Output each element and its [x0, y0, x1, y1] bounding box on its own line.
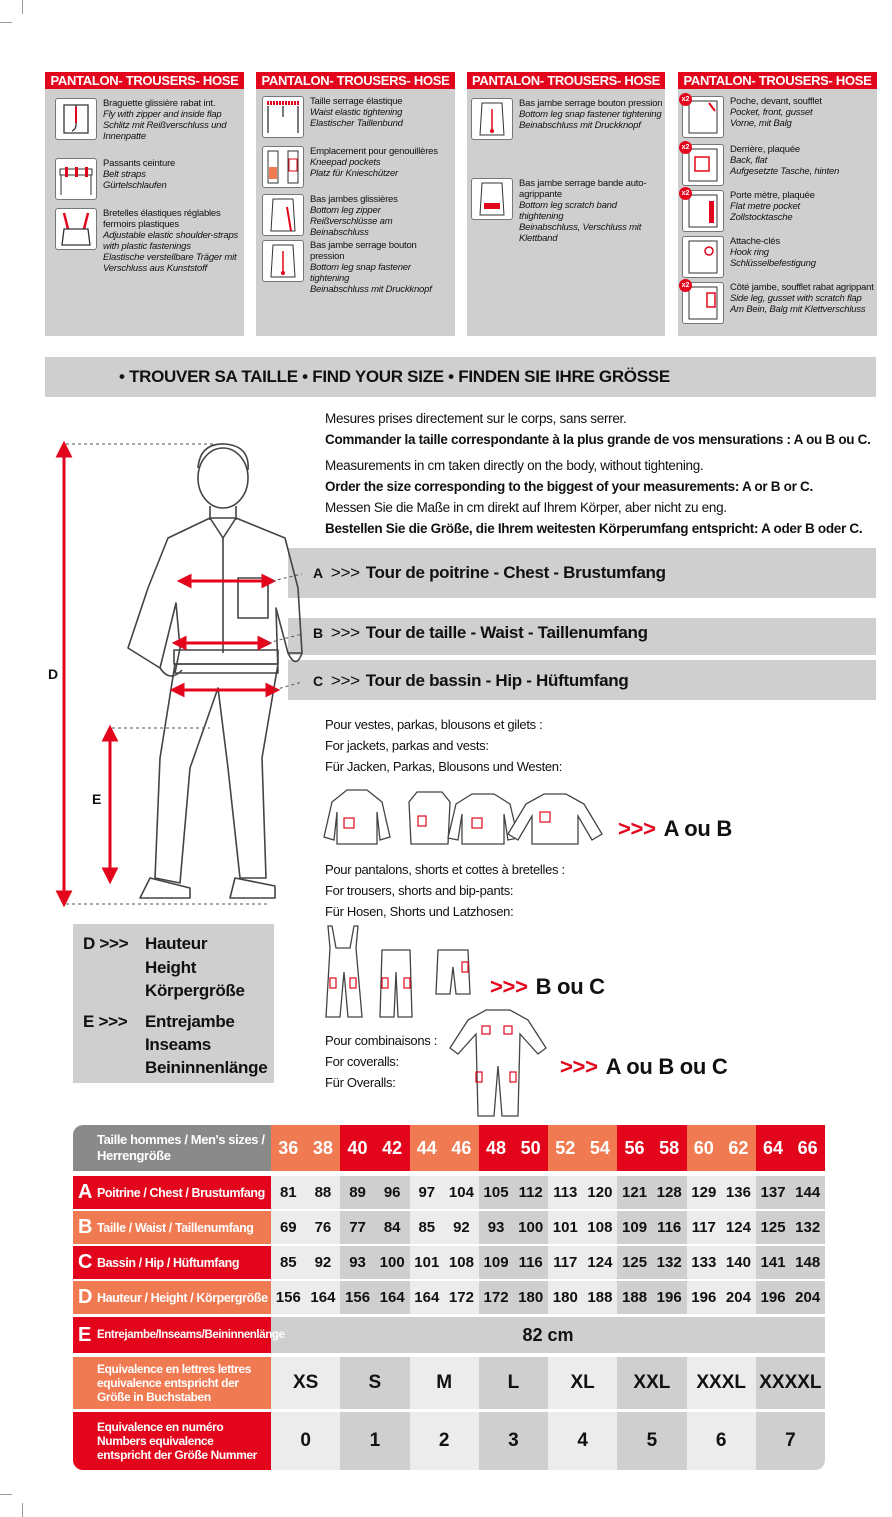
feature-item — [682, 144, 876, 186]
size-header-label: Taille hommes / Men's sizes / Herrengröße — [73, 1125, 271, 1171]
table-cell: 105 — [479, 1176, 514, 1209]
inseam-label — [73, 1317, 285, 1353]
table-cell: 180 — [513, 1281, 548, 1314]
crop-mark — [22, 1503, 23, 1517]
row-label: Bassin / Hip / Hüftumfang — [97, 1255, 240, 1270]
table-cell: 81 — [271, 1176, 306, 1209]
kneepad-pocket-icon — [262, 146, 304, 188]
feature-en: Hook ring — [730, 247, 769, 258]
table-cell: 141 — [756, 1246, 791, 1279]
row-label-cell — [73, 1211, 271, 1244]
number-size-cell: 6 — [687, 1412, 756, 1470]
elastic-waist-icon — [262, 96, 304, 138]
table-cell: 133 — [687, 1246, 722, 1279]
metre-pocket-icon — [682, 190, 724, 232]
feature-panel-2 — [256, 72, 455, 336]
row-letter: D — [78, 1286, 93, 1308]
table-cell: 164 — [375, 1281, 410, 1314]
arrow: >>> — [490, 974, 528, 999]
feature-fr: Taille serrage élastique — [310, 96, 403, 107]
feature-de: Elastischer Taillenbund — [310, 118, 403, 129]
feature-fr: Bas jambes glissières — [310, 194, 398, 205]
feature-item — [682, 190, 876, 232]
size-header-cell: 66 — [790, 1125, 825, 1171]
size-header-cell: 64 — [756, 1125, 791, 1171]
number-size-cell: 3 — [479, 1412, 548, 1470]
feature-fr: Bretelles élastiques réglables fermoirs plastiques — [103, 208, 221, 230]
feature-fr: Derrière, plaquée — [730, 144, 801, 155]
table-cell: 196 — [652, 1281, 687, 1314]
legend-d-line: Körpergröße — [145, 981, 245, 1000]
find-size-title: • TROUVER SA TAILLE • FIND YOUR SIZE • FINDEN SIE IHRE GRÖSSE — [119, 367, 670, 386]
feature-de: Schlitz mit Reißverschluss und Innenpatte — [103, 120, 227, 142]
belt-straps-icon — [55, 158, 97, 200]
table-cell: 144 — [790, 1176, 825, 1209]
table-cell: 148 — [790, 1246, 825, 1279]
table-cell: 129 — [687, 1176, 722, 1209]
intro-line: Messen Sie die Maße in cm direkt auf Ihrem Körper, aber nicht zu eng. — [325, 500, 727, 515]
size-header-cell: 36 — [271, 1125, 306, 1171]
leg-zipper-icon — [262, 194, 304, 236]
result-value: A ou B — [663, 816, 732, 841]
feature-fr: Bas jambe serrage bouton pression — [310, 240, 417, 262]
trousers-text: Pour pantalons, shorts et cottes à bretelles : — [325, 862, 565, 877]
table-cell: 77 — [340, 1211, 375, 1244]
feature-item — [682, 282, 876, 324]
row-letter: B — [78, 1216, 93, 1238]
measure-row-a — [313, 563, 666, 583]
feature-en: Kneepad pockets — [310, 157, 381, 168]
feature-item — [262, 96, 452, 138]
find-size-header — [45, 357, 876, 397]
number-size-cell: 0 — [271, 1412, 340, 1470]
legend-d-line: Hauteur — [145, 934, 208, 953]
table-cell: 89 — [340, 1176, 375, 1209]
table-cell: 97 — [410, 1176, 445, 1209]
letter-size-cell: XXXL — [687, 1357, 756, 1409]
feature-panel-1 — [45, 72, 244, 336]
size-header-cell: 56 — [617, 1125, 652, 1171]
table-cell: 88 — [306, 1176, 341, 1209]
feature-item — [682, 236, 876, 278]
measure-row-b — [73, 1211, 825, 1244]
legend-e-line: Inseams — [145, 1035, 211, 1054]
number-size-cell: 7 — [756, 1412, 825, 1470]
feature-fr: Porte mètre, plaquée — [730, 190, 815, 201]
divider — [288, 655, 876, 660]
feature-en: Bottom leg zipper — [310, 205, 381, 216]
arrow: >>> — [330, 623, 360, 642]
feature-fr: Attache-clés — [730, 236, 780, 247]
table-cell: 101 — [410, 1246, 445, 1279]
feature-de: Zollstocktasche — [730, 212, 793, 223]
letter-size-cell: M — [410, 1357, 479, 1409]
panel-title: PANTALON- TROUSERS- HOSE — [256, 72, 455, 89]
feature-item — [55, 98, 240, 142]
table-cell: 96 — [375, 1176, 410, 1209]
feature-item — [262, 194, 452, 238]
table-cell: 100 — [375, 1246, 410, 1279]
row-letter: A — [78, 1181, 93, 1203]
table-cell: 164 — [306, 1281, 341, 1314]
table-cell: 128 — [652, 1176, 687, 1209]
table-cell: 180 — [548, 1281, 583, 1314]
feature-en: Adjustable elastic shoulder-straps with plastic fastenings — [103, 230, 239, 252]
feature-en: Waist elastic tightening — [310, 107, 403, 118]
feature-item — [262, 146, 452, 188]
letter-size-cell: XL — [548, 1357, 617, 1409]
row-label-cell — [73, 1176, 271, 1209]
coveralls-text: Pour combinaisons : — [325, 1033, 438, 1048]
table-cell: 132 — [652, 1246, 687, 1279]
table-cell: 164 — [410, 1281, 445, 1314]
inseam-row — [73, 1317, 825, 1353]
number-size-cell: 5 — [617, 1412, 686, 1470]
jackets-illustration — [322, 782, 607, 852]
size-header-cell: 60 — [687, 1125, 722, 1171]
dimension-label-e: E — [92, 791, 102, 807]
feature-de: Beinabschluss, Verschluss mit Klettband — [519, 222, 642, 244]
table-cell: 93 — [479, 1211, 514, 1244]
table-cell: 156 — [340, 1281, 375, 1314]
dimension-label-d: D — [48, 666, 59, 682]
jackets-text: Pour vestes, parkas, blousons et gilets : — [325, 717, 543, 732]
table-cell: 85 — [271, 1246, 306, 1279]
coveralls-result — [560, 1054, 727, 1080]
front-pocket-icon — [682, 96, 724, 138]
intro-line: Commander la taille correspondante à la plus grande de vos mensurations : A ou B ou C. — [325, 432, 871, 447]
inseam-cell — [271, 1317, 825, 1353]
table-cell: 188 — [583, 1281, 618, 1314]
measure-row-b — [313, 623, 648, 643]
number-size-cell: 1 — [340, 1412, 409, 1470]
table-cell: 117 — [687, 1211, 722, 1244]
arrow: >>> — [330, 563, 360, 582]
table-cell: 76 — [306, 1211, 341, 1244]
feature-en: Fly with zipper and inside flap — [103, 109, 222, 120]
measure-row-d — [73, 1281, 825, 1314]
table-cell: 196 — [687, 1281, 722, 1314]
row-label: Taille / Waist / Taillenumfang — [97, 1220, 254, 1235]
panel-title: PANTALON- TROUSERS- HOSE — [45, 72, 244, 89]
feature-fr: Bas jambe serrage bande auto-agrippante — [519, 178, 647, 200]
leg-snap-icon — [471, 98, 513, 140]
feature-en: Pocket, front, gusset — [730, 107, 813, 118]
trousers-text: For trousers, shorts and bip-pants: — [325, 883, 514, 898]
feature-item — [471, 98, 663, 140]
coveralls-text: Für Overalls: — [325, 1075, 396, 1090]
arrow: >>> — [560, 1054, 598, 1079]
letters-label: Equivalence en lettres lettres equivalence entspricht der Größe in Buchstaben — [73, 1357, 271, 1409]
feature-en: Flat metre pocket — [730, 201, 800, 212]
legend-e-line: Beininnenlänge — [145, 1058, 268, 1077]
feature-item — [682, 96, 876, 138]
inseam-value: 82 cm — [522, 1324, 574, 1345]
size-header-cell: 40 — [340, 1125, 375, 1171]
table-cell: 92 — [306, 1246, 341, 1279]
table-cell: 136 — [721, 1176, 756, 1209]
size-header-cell: 44 — [410, 1125, 445, 1171]
leg-scratch-band-icon — [471, 178, 513, 220]
table-cell: 113 — [548, 1176, 583, 1209]
table-cell: 69 — [271, 1211, 306, 1244]
row-letter: C — [78, 1251, 93, 1273]
table-cell: 132 — [790, 1211, 825, 1244]
number-size-cell: 4 — [548, 1412, 617, 1470]
intro-line: Order the size corresponding to the biggest of your measurements: A or B or C. — [325, 479, 813, 494]
trousers-text: Für Hosen, Shorts und Latzhosen: — [325, 904, 514, 919]
quantity-badge: x2 — [679, 279, 692, 292]
size-header-cell: 62 — [721, 1125, 756, 1171]
intro-line: Mesures prises directement sur le corps, sans serrer. — [325, 411, 627, 426]
man-figure-illustration — [40, 438, 310, 913]
legend-d-prefix: D >>> — [83, 934, 129, 953]
table-cell: 125 — [617, 1246, 652, 1279]
feature-panel-4 — [678, 72, 877, 336]
feature-de: Reißverschlüsse am Beinabschluss — [310, 216, 393, 238]
feature-en: Bottom leg snap fastener tightening — [310, 262, 411, 284]
table-cell: 156 — [271, 1281, 306, 1314]
numbers-cells — [271, 1412, 825, 1470]
letter-size-cell: XXXXL — [756, 1357, 825, 1409]
dimension-legend — [73, 924, 274, 1083]
feature-de: Aufgesetzte Tasche, hinten — [730, 166, 840, 177]
table-cell: 112 — [513, 1176, 548, 1209]
size-header-cell: 52 — [548, 1125, 583, 1171]
table-cell: 188 — [617, 1281, 652, 1314]
row-label-cell — [73, 1246, 271, 1279]
table-cell: 92 — [444, 1211, 479, 1244]
size-header-cell: 50 — [513, 1125, 548, 1171]
feature-fr: Braguette glissière rabat int. — [103, 98, 216, 109]
table-cell: 124 — [583, 1246, 618, 1279]
size-header-cell: 54 — [583, 1125, 618, 1171]
numbers-row — [73, 1412, 825, 1470]
feature-item — [262, 240, 452, 295]
letter-size-cell: L — [479, 1357, 548, 1409]
feature-fr: Emplacement pour genouillères — [310, 146, 438, 157]
arrow: >>> — [618, 816, 656, 841]
row-label: Hauteur / Height / Körpergröße — [97, 1290, 268, 1305]
fly-zipper-icon — [55, 98, 97, 140]
panel-title: PANTALON- TROUSERS- HOSE — [678, 72, 877, 89]
result-value: A ou B ou C — [605, 1054, 728, 1079]
table-cell: 109 — [617, 1211, 652, 1244]
feature-de: Platz für Knieschützer — [310, 168, 399, 179]
panel-title: PANTALON- TROUSERS- HOSE — [467, 72, 665, 89]
size-header-cell: 48 — [479, 1125, 514, 1171]
feature-fr: Bas jambe serrage bouton pression — [519, 98, 663, 109]
coveralls-text: For coveralls: — [325, 1054, 399, 1069]
table-cell: 108 — [444, 1246, 479, 1279]
number-size-cell: 2 — [410, 1412, 479, 1470]
jackets-text: For jackets, parkas and vests: — [325, 738, 489, 753]
intro-line: Bestellen Sie die Größe, die Ihrem weitesten Körperumfang entspricht: A oder B oder C. — [325, 521, 863, 536]
table-cell: 137 — [756, 1176, 791, 1209]
feature-panel-3 — [467, 72, 665, 336]
measure-letter: B — [313, 625, 323, 641]
letters-row — [73, 1357, 825, 1409]
feature-item — [55, 208, 240, 274]
jackets-result — [618, 816, 732, 842]
table-cell: 104 — [444, 1176, 479, 1209]
table-cell: 85 — [410, 1211, 445, 1244]
feature-en: Side leg, gusset with scratch flap — [730, 293, 862, 304]
table-cell: 117 — [548, 1246, 583, 1279]
table-cell: 121 — [617, 1176, 652, 1209]
numbers-label: Equivalence en numéro Numbers equivalence entspricht der Größe Nummer — [73, 1412, 271, 1470]
feature-de: Beinabschluss mit Druckknopf — [310, 284, 432, 295]
feature-de: Schlüsselbefestigung — [730, 258, 816, 269]
quantity-badge: x2 — [679, 187, 692, 200]
legend-e-prefix: E >>> — [83, 1012, 128, 1031]
table-cell: 120 — [583, 1176, 618, 1209]
table-cell: 196 — [756, 1281, 791, 1314]
measure-label: Tour de taille - Waist - Taillenumfang — [365, 623, 648, 642]
feature-fr: Passants ceinture — [103, 158, 176, 169]
quantity-badge: x2 — [679, 141, 692, 154]
table-cell: 108 — [583, 1211, 618, 1244]
side-leg-pocket-icon — [682, 282, 724, 324]
measure-row-c — [313, 671, 628, 691]
hook-ring-icon — [682, 236, 724, 278]
row-label: Entrejambe/Inseams/Beininnenlänge — [97, 1329, 285, 1341]
braces-icon — [55, 208, 97, 250]
table-cell: 109 — [479, 1246, 514, 1279]
feature-de: Vorne, mit Balg — [730, 118, 792, 129]
table-cell: 116 — [513, 1246, 548, 1279]
feature-item — [55, 158, 240, 200]
coverall-illustration — [448, 1006, 548, 1118]
letter-size-cell: XXL — [617, 1357, 686, 1409]
divider — [288, 598, 876, 618]
legend-e-line: Entrejambe — [145, 1012, 235, 1031]
feature-de: Beinabschluss mit Druckknopf — [519, 120, 641, 131]
letters-cells — [271, 1357, 825, 1409]
table-cell: 93 — [340, 1246, 375, 1279]
measure-letter: C — [313, 673, 323, 689]
feature-en: Bottom leg scratch band thightening — [519, 200, 617, 222]
measure-letter: A — [313, 565, 323, 581]
crop-mark — [0, 22, 12, 23]
size-header-cell: 42 — [375, 1125, 410, 1171]
feature-de: Am Bein, Balg mit Klettverschluss — [730, 304, 866, 315]
measure-row-a — [73, 1176, 825, 1209]
measure-row-c — [73, 1246, 825, 1279]
leg-snap-icon — [262, 240, 304, 282]
quantity-badge: x2 — [679, 93, 692, 106]
result-value: B ou C — [535, 974, 605, 999]
jackets-text: Für Jacken, Parkas, Blousons und Westen: — [325, 759, 563, 774]
table-cell: 124 — [721, 1211, 756, 1244]
feature-item — [471, 178, 663, 244]
table-cell: 101 — [548, 1211, 583, 1244]
crop-mark — [22, 0, 23, 14]
measure-label: Tour de bassin - Hip - Hüftumfang — [365, 671, 629, 690]
letter-size-cell: XS — [271, 1357, 340, 1409]
size-header-cell: 58 — [652, 1125, 687, 1171]
table-cell: 100 — [513, 1211, 548, 1244]
size-header-row — [73, 1125, 825, 1171]
table-cell: 204 — [790, 1281, 825, 1314]
back-pocket-icon — [682, 144, 724, 186]
feature-fr: Côté jambe, soufflet rabat agrippant — [730, 282, 874, 293]
intro-line: Measurements in cm taken directly on the body, without tightening. — [325, 458, 704, 473]
row-label-cell — [73, 1281, 271, 1314]
arrow: >>> — [330, 671, 360, 690]
feature-en: Belt straps — [103, 169, 146, 180]
feature-de: Gürtelschlaufen — [103, 180, 167, 191]
measure-label: Tour de poitrine - Chest - Brustumfang — [365, 563, 666, 582]
table-cell: 172 — [479, 1281, 514, 1314]
trousers-result — [490, 974, 605, 1000]
row-letter: E — [78, 1323, 91, 1346]
table-cell: 116 — [652, 1211, 687, 1244]
table-cell: 204 — [721, 1281, 756, 1314]
legend-d-line: Height — [145, 958, 197, 977]
table-cell: 84 — [375, 1211, 410, 1244]
letter-size-cell: S — [340, 1357, 409, 1409]
feature-en: Back, flat — [730, 155, 768, 166]
size-header-cell: 46 — [444, 1125, 479, 1171]
crop-mark — [0, 1494, 12, 1495]
feature-de: Elastische verstellbare Träger mit Verschluss aus Kunststoff — [103, 252, 237, 274]
size-header-cells — [271, 1125, 825, 1171]
feature-en: Bottom leg snap fastener tightening — [519, 109, 662, 120]
feature-fr: Poche, devant, soufflet — [730, 96, 822, 107]
table-cell: 125 — [756, 1211, 791, 1244]
row-label: Poitrine / Chest / Brustumfang — [97, 1185, 265, 1200]
size-header-cell: 38 — [306, 1125, 341, 1171]
table-cell: 140 — [721, 1246, 756, 1279]
table-cell: 172 — [444, 1281, 479, 1314]
